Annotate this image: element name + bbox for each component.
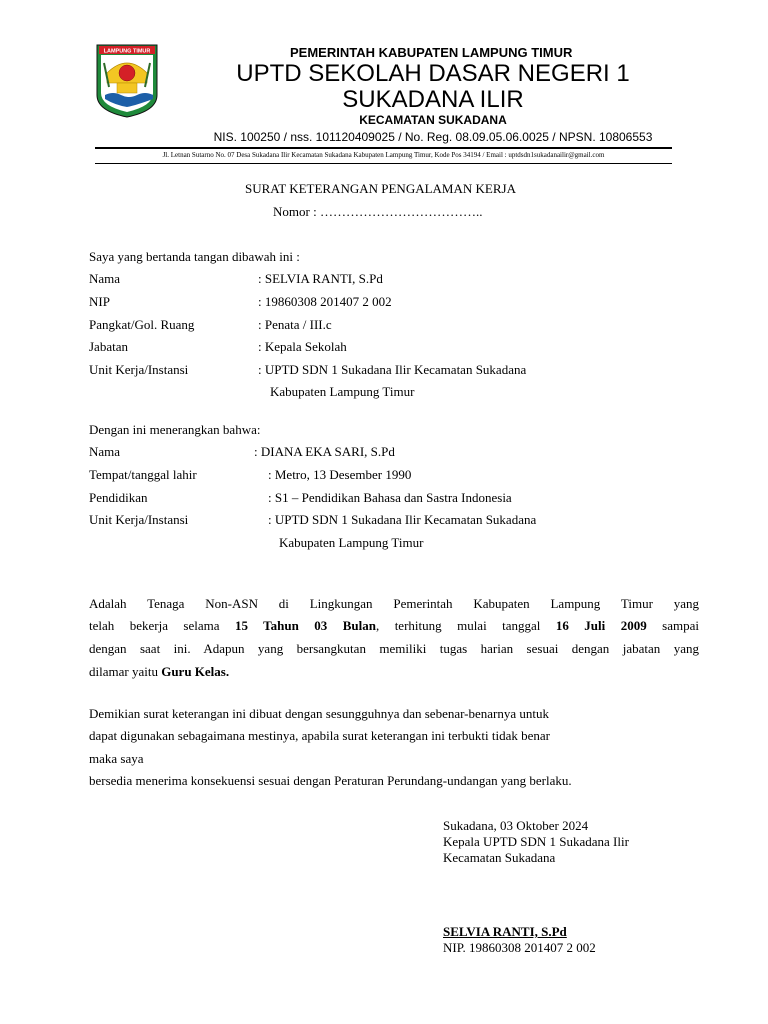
nilai-nama-pegawai: : DIANA EKA SARI, S.Pd: [254, 444, 395, 459]
nilai-unit-kerja-penandatangan: : UPTD SDN 1 Sukadana Ilir Kecamatan Sukadana: [258, 362, 527, 377]
kop-nama-sekolah-baris-2: SUKADANA ILIR: [342, 86, 524, 113]
label-pendidikan: Pendidikan: [89, 490, 148, 505]
isi-baris-2-a: telah bekerja selama: [89, 618, 235, 633]
ttd-jabatan-2: Kecamatan Sukadana: [443, 850, 556, 865]
kop-pemerintah: PEMERINTAH KABUPATEN LAMPUNG TIMUR: [290, 45, 573, 60]
label-unit-kerja-pegawai: Unit Kerja/Instansi: [89, 512, 189, 527]
nilai-nama-penandatangan: : SELVIA RANTI, S.Pd: [258, 271, 383, 286]
ttd-nama: SELVIA RANTI, S.Pd: [443, 924, 567, 939]
lampung-timur-emblem: [95, 43, 159, 119]
kop-nomor-induk: NIS. 100250 / nss. 101120409025 / No. Reg. 08.09.05.06.0025 / NPSN. 10806553: [213, 130, 653, 144]
judul-surat: SURAT KETERANGAN PENGALAMAN KERJA: [245, 181, 516, 196]
kop-kecamatan: KECAMATAN SUKADANA: [359, 113, 507, 127]
nilai-unit-kerja-pegawai: : UPTD SDN 1 Sukadana Ilir Kecamatan Sukadana: [268, 512, 537, 527]
label-nip-penandatangan: NIP: [89, 294, 110, 309]
label-nama-pegawai: Nama: [89, 444, 121, 459]
label-nama-penandatangan: Nama: [89, 271, 121, 286]
kop-nama-sekolah: [200, 61, 666, 113]
penutup-baris-4: bersedia menerima konsekuensi sesuai dengan Peraturan Perundang-undangan yang berlaku.: [89, 773, 572, 788]
tanggal-mulai: 16 Juli 2009: [555, 618, 647, 633]
nomor-surat: Nomor : ………………………………..: [273, 204, 483, 219]
kop-garis-atas: [95, 147, 672, 149]
ttd-tempat-tanggal: Sukadana, 03 Oktober 2024: [443, 818, 589, 833]
nilai-nip-penandatangan: : 19860308 201407 2 002: [258, 294, 392, 309]
kop-nama-sekolah-baris-1: UPTD SEKOLAH DASAR NEGERI 1: [236, 60, 630, 87]
penutup-baris-1: Demikian surat keterangan ini dibuat dengan sesungguhnya dan sebenar-benarnya untuk: [89, 706, 550, 721]
ttd-nip: NIP. 19860308 201407 2 002: [443, 940, 596, 955]
kop-garis-bawah: [95, 163, 672, 164]
nilai-jabatan: : Kepala Sekolah: [258, 339, 347, 354]
jabatan-dilamar: Guru Kelas.: [161, 664, 230, 679]
label-jabatan: Jabatan: [89, 339, 128, 354]
isi-baris-1: Adalah Tenaga Non-ASN di Lingkungan Pemerintah Kabupaten Lampung Timur yang: [89, 596, 699, 611]
isi-baris-3: dengan saat ini. Adapun yang bersangkutan memiliki tugas harian sesuai dengan jabatan yang: [89, 641, 699, 656]
nilai-pangkat: : Penata / III.c: [258, 317, 332, 332]
isi-baris-4-a: dilamar yaitu: [89, 664, 162, 679]
isi-baris-4: [89, 664, 229, 680]
label-unit-kerja-penandatangan: Unit Kerja/Instansi: [89, 362, 189, 377]
kop-alamat: Jl. Letnan Sutarno No. 07 Desa Sukadana Ilir Kecamatan Sukadana Kabupaten Lampung Timur, Kode Pos 34194 / Email : uptdsdn1sukadanailir@gmail.com: [162, 151, 605, 159]
masa-kerja: 15 Tahun 03 Bulan: [234, 618, 376, 633]
penutup-baris-3: maka saya: [89, 751, 144, 766]
isi-baris-2-e: sampai: [646, 618, 699, 633]
isi-baris-2: [89, 618, 699, 634]
ttd-jabatan-1: Kepala UPTD SDN 1 Sukadana Ilir: [443, 834, 629, 849]
label-ttl: Tempat/tanggal lahir: [89, 467, 197, 482]
kalimat-menerangkan: Dengan ini menerangkan bahwa:: [89, 422, 261, 437]
nilai-pendidikan: : S1 – Pendidikan Bahasa dan Sastra Indonesia: [268, 490, 512, 505]
kalimat-pembuka: Saya yang bertanda tangan dibawah ini :: [89, 249, 300, 264]
penutup-baris-2: dapat digunakan sebagaimana mestinya, apabila surat keterangan ini terbukti tidak benar: [89, 728, 550, 743]
isi-baris-2-c: , terhitung mulai tanggal: [376, 618, 556, 633]
nilai-unit-kerja-penandatangan-lanjutan: Kabupaten Lampung Timur: [270, 384, 415, 399]
label-pangkat: Pangkat/Gol. Ruang: [89, 317, 195, 332]
nilai-ttl: : Metro, 13 Desember 1990: [268, 467, 412, 482]
nilai-unit-kerja-pegawai-lanjutan: Kabupaten Lampung Timur: [279, 535, 424, 550]
logo-text: LAMPUNG TIMUR: [103, 48, 151, 55]
